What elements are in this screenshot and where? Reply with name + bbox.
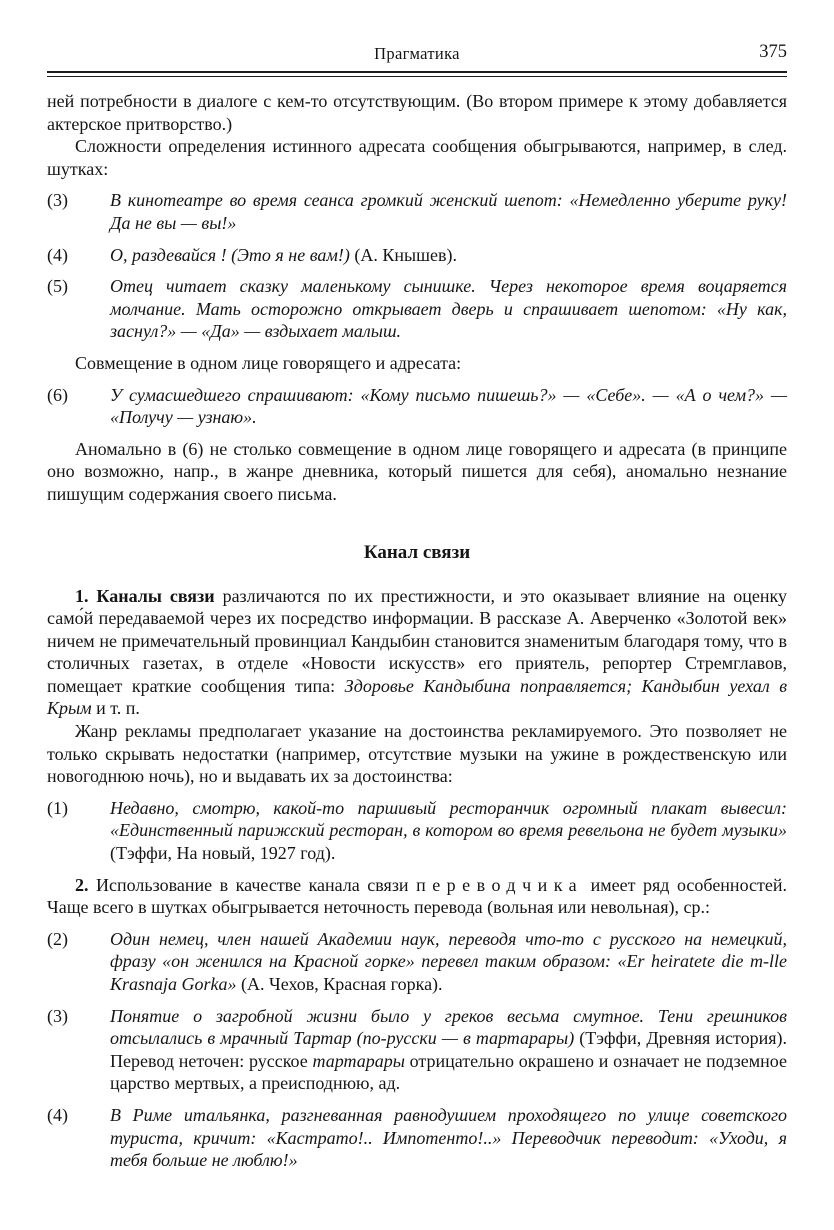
example-commentary: отрицательно окрашено и означает не подземное царство мертвых, а преисподнюю, ад. — [110, 1050, 787, 1094]
run-italic: Здоровье Кандыбина поправляется; Кандыбин уехал в Крым — [47, 675, 788, 719]
paragraph-translator-2 — [47, 874, 787, 919]
header-rule — [47, 71, 787, 77]
run-roman: и т. п. — [91, 698, 140, 719]
example-number: (6) — [47, 384, 68, 405]
example-number: (3) — [47, 1005, 68, 1026]
run-bold: 1. Каналы связи — [75, 585, 215, 606]
example-text: Понятие о загробной жизни было у греков весьма смутное. Тени грешников отсылались в мрачный Тартар (по-русски — в тартарары) — [110, 1005, 787, 1049]
example-text: У сумасшедшего спрашивают: «Кому письмо пишешь?» — «Себе». — «А о чем?» — «Получу — узнаю». — [110, 384, 787, 428]
run-roman: различаются по их престижности, и это оказывает влияние на оценку само́й передаваемой через их посредство информации. В рассказе А. Аверченко «Золотой век» ничем не примечательный провинциал Кандыбин становится знаменитым благодаря тому, что в столичных газетах, в отделе «Новости искусств» его приятель, репортер Стремглавов, помещает краткие сообщения типа: — [47, 585, 787, 696]
example-1 — [47, 797, 787, 865]
example-3b — [47, 1005, 787, 1095]
example-number: (2) — [47, 928, 68, 949]
paragraph-channels-1 — [47, 585, 787, 721]
example-text: В кинотеатре во время сеанса громкий женский шепот: «Немедленно уберите руку! Да не вы — вы!» — [110, 190, 787, 233]
running-header — [47, 0, 787, 66]
example-number: (1) — [47, 797, 68, 818]
example-3 — [47, 189, 787, 234]
example-attribution: (А. Кнышев). — [349, 244, 457, 265]
paragraph-continuation: ней потребности в диалоге с кем-то отсутствующим. (Во втором примере к этому добавляется актерское притворство.) — [47, 91, 787, 134]
run-bold: 2. — [75, 874, 89, 895]
run-roman: Использование в качестве канала связи — [88, 874, 417, 895]
example-number: (4) — [47, 244, 68, 265]
run-italic: тартарары — [312, 1050, 405, 1071]
example-number: (5) — [47, 276, 68, 297]
example-4b — [47, 1104, 787, 1172]
example-attribution: (Тэффи, На новый, 1927 год). — [110, 843, 336, 864]
run-letterspaced: переводчика — [416, 874, 584, 895]
run-roman: имеет ряд особенностей. Чаще всего в шутках обыгрывается неточность перевода (вольная или невольная), ср.: — [47, 874, 787, 918]
example-text: Отец читает сказку маленькому сынишке. Через некоторое время воцаряется молчание. Мать осторожно открывает дверь и спрашивает шепотом: «Ну как, заснул?» — «Да» — вздыхает малыш. — [110, 276, 787, 342]
section-heading: Канал связи — [363, 541, 471, 563]
example-text: В Риме итальянка, разгневанная равнодушием проходящего по улице советского туриста, кричит: «Кастрато!.. Импотенто!..» Переводчик переводит: «Уходи, я тебя больше не люблю!» — [110, 1104, 787, 1171]
example-text: О, раздевайся ! (Это я не вам!) — [110, 244, 350, 265]
paragraph-anomaly: Аномально в (6) не столько совмещение в одном лице говорящего и адресата (в принципе оно возможно, напр., в жанре дневника, который пишется для себя), аномально незнание пишущим содержания своего письма. — [47, 438, 787, 504]
running-title: Прагматика — [374, 44, 460, 63]
paragraph-intro-jokes: Сложности определения истинного адресата сообщения обыгрываются, например, в след. шутках: — [47, 136, 787, 179]
example-number: (3) — [47, 190, 68, 211]
example-commentary: (Тэффи, Древняя история). Перевод неточен: русское — [110, 1028, 788, 1071]
example-attribution: (А. Чехов, Красная горка). — [236, 974, 443, 994]
example-5 — [47, 275, 787, 343]
example-text: Недавно, смотрю, какой-то паршивый ресторанчик огромный плакат вывесил: «Единственный парижский ресторан, в котором во время ревельона не будет музыки» — [110, 797, 787, 841]
page-body — [47, 90, 787, 1172]
paragraph-combination: Совмещение в одном лице говорящего и адресата: — [75, 352, 462, 373]
page-number: 375 — [759, 42, 787, 62]
example-number: (4) — [47, 1104, 68, 1125]
example-2b — [47, 928, 787, 996]
example-text: Один немец, член нашей Академии наук, переводя что-то с русского на немецкий, фразу «он женился на Красной горке» перевел таким образом: «Er heiratete die m-lle Krasnaja Gorka» — [110, 928, 787, 994]
paragraph-advertising: Жанр рекламы предполагает указание на достоинства рекламируемого. Это позволяет не только скрывать недостатки (например, отсутствие музыки на ужине в рождественскую или новогоднюю ночь), но и выдавать их за достоинства: — [47, 721, 787, 787]
example-4 — [47, 244, 787, 267]
example-6 — [47, 384, 787, 429]
